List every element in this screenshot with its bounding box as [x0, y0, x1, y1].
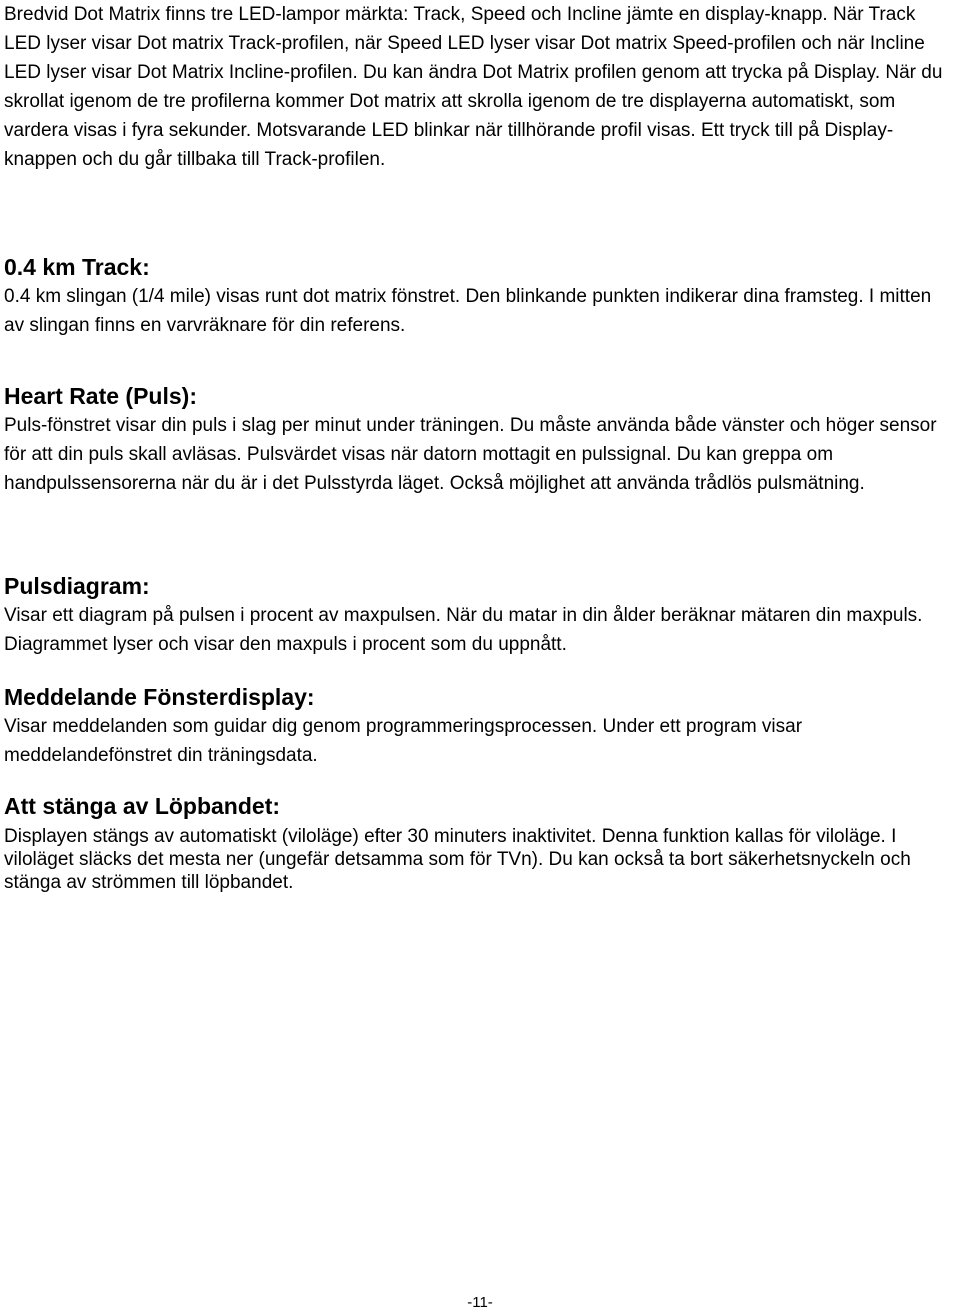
- shutdown-heading: Att stänga av Löpbandet:: [4, 793, 281, 819]
- intro-paragraph: Bredvid Dot Matrix finns tre LED-lampor märkta: Track, Speed och Incline jämte en display-knapp. När Track LED lyser visar Dot matrix Track-profilen, när Speed LED lyser visar Dot matrix Speed-profilen och när Incline LED lyser visar Dot Matrix Incline-profilen. Du kan ändra Dot Matrix profilen genom att trycka på Display. När du skrollat igenom de tre profilerna kommer Dot matrix att skrolla igenom de tre displayerna automatiskt, som vardera visas i fyra sekunder. Motsvarande LED blinkar när tillhörande profil visas. Ett tryck till på Display-knappen och du går tillbaka till Track-profilen.: [4, 4, 943, 170]
- pulse-diagram-heading: Pulsdiagram:: [4, 573, 150, 599]
- track-paragraph: 0.4 km slingan (1/4 mile) visas runt dot matrix fönstret. Den blinkande punkten indikerar dina framsteg. I mitten av slingan finns en varvräknare för din referens.: [4, 286, 932, 336]
- page-number: -11-: [467, 1294, 493, 1311]
- message-window-heading: Meddelande Fönsterdisplay:: [4, 684, 315, 710]
- shutdown-paragraph: Displayen stängs av automatiskt (viloläge) efter 30 minuters inaktivitet. Denna funktion kallas för viloläge. I viloläget släcks det mesta ner (ungefär detsamma som för TVn). Du kan också ta bort säkerhetsnyckeln och stänga av strömmen till löpbandet.: [4, 826, 911, 893]
- message-window-paragraph: Visar meddelanden som guidar dig genom programmeringsprocessen. Under ett program visar meddelandefönstret din träningsdata.: [4, 716, 803, 766]
- heart-rate-paragraph: Puls-fönstret visar din puls i slag per minut under träningen. Du måste använda både vänster och höger sensor för att din puls skall avläsas. Pulsvärdet visas när datorn mottagit en pulssignal. Du kan greppa om handpulssensorerna när du är i det Pulsstyrda läget. Också möjlighet att använda trådlös pulsmätning.: [4, 415, 937, 494]
- track-heading: 0.4 km Track:: [4, 254, 150, 280]
- heart-rate-heading: Heart Rate (Puls):: [4, 383, 197, 409]
- pulse-diagram-paragraph: Visar ett diagram på pulsen i procent av maxpulsen. När du matar in din ålder beräknar mätaren din maxpuls. Diagrammet lyser och visar den maxpuls i procent som du uppnått.: [4, 605, 923, 655]
